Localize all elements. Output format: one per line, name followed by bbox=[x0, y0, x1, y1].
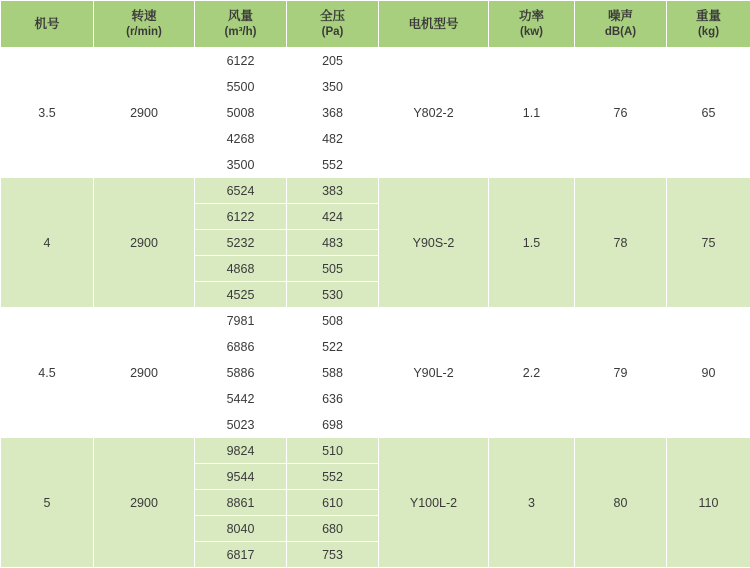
table-row bbox=[1, 178, 750, 204]
table-header bbox=[1, 1, 750, 48]
cell-motor-model: Y802-2 bbox=[379, 48, 489, 178]
cell-pressure: 588 bbox=[287, 360, 379, 386]
cell-flow: 5500 bbox=[195, 74, 287, 100]
cell-flow: 8040 bbox=[195, 516, 287, 542]
cell-motor-model: Y90L-2 bbox=[379, 308, 489, 438]
cell-flow: 5886 bbox=[195, 360, 287, 386]
cell-pressure: 205 bbox=[287, 48, 379, 74]
header-main-label: 重量 bbox=[696, 9, 721, 23]
cell-pressure: 636 bbox=[287, 386, 379, 412]
cell-power: 1.5 bbox=[489, 178, 575, 308]
cell-model-no: 4.5 bbox=[1, 308, 94, 438]
cell-motor-model: Y100L-2 bbox=[379, 438, 489, 568]
cell-pressure: 610 bbox=[287, 490, 379, 516]
cell-flow: 6524 bbox=[195, 178, 287, 204]
header-cell-flow bbox=[195, 1, 287, 48]
header-cell-noise bbox=[575, 1, 667, 48]
cell-pressure: 424 bbox=[287, 204, 379, 230]
cell-flow: 4868 bbox=[195, 256, 287, 282]
cell-pressure: 680 bbox=[287, 516, 379, 542]
cell-flow: 5023 bbox=[195, 412, 287, 438]
cell-pressure: 383 bbox=[287, 178, 379, 204]
header-main-label: 风量 bbox=[228, 9, 253, 23]
cell-pressure: 482 bbox=[287, 126, 379, 152]
cell-flow: 3500 bbox=[195, 152, 287, 178]
cell-noise: 79 bbox=[575, 308, 667, 438]
cell-flow: 5008 bbox=[195, 100, 287, 126]
cell-flow: 9824 bbox=[195, 438, 287, 464]
cell-noise: 78 bbox=[575, 178, 667, 308]
cell-pressure: 368 bbox=[287, 100, 379, 126]
cell-flow: 5442 bbox=[195, 386, 287, 412]
table-row bbox=[1, 308, 750, 334]
cell-pressure: 350 bbox=[287, 74, 379, 100]
header-cell-power bbox=[489, 1, 575, 48]
cell-flow: 5232 bbox=[195, 230, 287, 256]
cell-power: 3 bbox=[489, 438, 575, 568]
header-main-label: 全压 bbox=[320, 9, 345, 23]
header-cell-pressure bbox=[287, 1, 379, 48]
cell-flow: 7981 bbox=[195, 308, 287, 334]
header-sub-label: (kw) bbox=[489, 25, 574, 41]
header-sub-label: (m³/h) bbox=[195, 25, 286, 41]
header-row bbox=[1, 1, 750, 48]
header-main-label: 转速 bbox=[131, 9, 156, 23]
cell-rpm: 2900 bbox=[94, 308, 195, 438]
cell-pressure: 483 bbox=[287, 230, 379, 256]
header-main-label: 机号 bbox=[34, 17, 59, 31]
cell-weight: 110 bbox=[667, 438, 750, 568]
cell-pressure: 552 bbox=[287, 152, 379, 178]
cell-weight: 65 bbox=[667, 48, 750, 178]
cell-pressure: 753 bbox=[287, 542, 379, 568]
cell-flow: 6122 bbox=[195, 204, 287, 230]
cell-noise: 80 bbox=[575, 438, 667, 568]
cell-pressure: 508 bbox=[287, 308, 379, 334]
cell-rpm: 2900 bbox=[94, 438, 195, 568]
cell-flow: 8861 bbox=[195, 490, 287, 516]
cell-pressure: 510 bbox=[287, 438, 379, 464]
header-sub-label: (r/min) bbox=[94, 25, 194, 41]
cell-rpm: 2900 bbox=[94, 48, 195, 178]
table-row bbox=[1, 438, 750, 464]
cell-model-no: 4 bbox=[1, 178, 94, 308]
cell-pressure: 522 bbox=[287, 334, 379, 360]
header-main-label: 功率 bbox=[519, 9, 544, 23]
header-sub-label: (kg) bbox=[667, 25, 750, 41]
cell-weight: 90 bbox=[667, 308, 750, 438]
header-main-label: 电机型号 bbox=[408, 17, 458, 31]
cell-flow: 4268 bbox=[195, 126, 287, 152]
cell-flow: 6817 bbox=[195, 542, 287, 568]
cell-flow: 4525 bbox=[195, 282, 287, 308]
header-sub-label: dB(A) bbox=[575, 25, 666, 41]
cell-motor-model: Y90S-2 bbox=[379, 178, 489, 308]
cell-power: 2.2 bbox=[489, 308, 575, 438]
cell-model-no: 5 bbox=[1, 438, 94, 568]
header-cell-motor bbox=[379, 1, 489, 48]
table-body bbox=[1, 48, 750, 568]
cell-power: 1.1 bbox=[489, 48, 575, 178]
cell-pressure: 530 bbox=[287, 282, 379, 308]
cell-weight: 75 bbox=[667, 178, 750, 308]
cell-noise: 76 bbox=[575, 48, 667, 178]
cell-flow: 9544 bbox=[195, 464, 287, 490]
header-cell-weight bbox=[667, 1, 750, 48]
header-cell-model-no bbox=[1, 1, 94, 48]
cell-model-no: 3.5 bbox=[1, 48, 94, 178]
cell-flow: 6886 bbox=[195, 334, 287, 360]
cell-flow: 6122 bbox=[195, 48, 287, 74]
header-sub-label: (Pa) bbox=[287, 25, 378, 41]
cell-pressure: 552 bbox=[287, 464, 379, 490]
header-main-label: 噪声 bbox=[608, 9, 633, 23]
header-cell-rpm bbox=[94, 1, 195, 48]
cell-pressure: 505 bbox=[287, 256, 379, 282]
cell-pressure: 698 bbox=[287, 412, 379, 438]
cell-rpm: 2900 bbox=[94, 178, 195, 308]
table-row bbox=[1, 48, 750, 74]
